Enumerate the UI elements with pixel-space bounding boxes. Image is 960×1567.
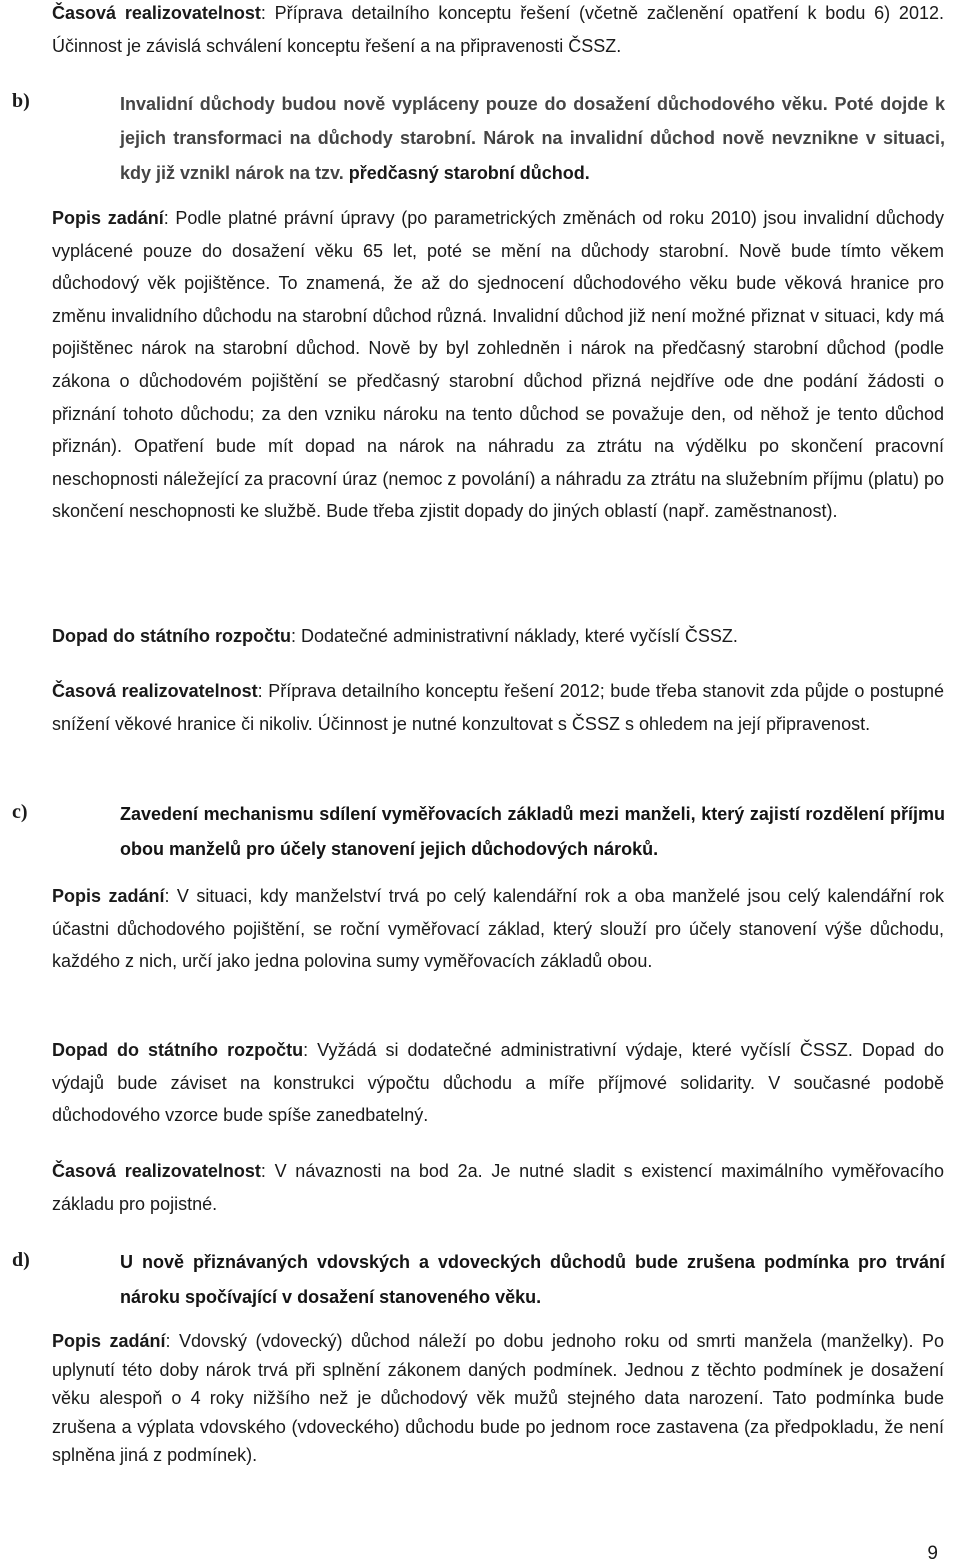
section-b-casova-text: : Příprava detailního konceptu řešení 2012; bude třeba stanovit zda půjde o postupné snížení věkové hranice či nikoliv. Účinnost je nutné konzultovat s ČSSZ s ohledem na její připravenost. <box>52 681 944 734</box>
section-b-casova <box>52 675 944 740</box>
top-casova-label: Časová realizovatelnost <box>52 3 261 23</box>
section-c-dopad-label: Dopad do státního rozpočtu <box>52 1040 304 1060</box>
section-b-dopad <box>52 620 944 653</box>
section-c-heading: Zavedení mechanismu sdílení vyměřovacích základů mezi manželi, který zajistí rozdělení příjmu obou manželů pro účely stanovení jejich důchodových nároků. <box>120 804 945 859</box>
section-d-popis-text: : Vdovský (vdovecký) důchod náleží po dobu jednoho roku od smrti manžela (manželky). Po uplynutí této doby nárok trvá při splnění zákonem daných podmínek. Jednou z těchto podmínek je dosažení věku alespoň o 4 roky nižšího než je důchodový věk mužů stejného data narození. Tato podmínka bude zrušena a výplata vdovského (vdoveckého) důchodu bude po jednom roce zastavena (za předpokladu, že není splněna jiná z podmínek). <box>52 1331 944 1466</box>
section-c-casova-label: Časová realizovatelnost <box>52 1161 261 1181</box>
section-b-heading-part1: Invalidní důchody budou nově vypláceny pouze do dosažení důchodového věku. Poté dojde k jejich transformaci na důchody starobní. Nárok na invalidní důchod nově nevznikne v situaci, kdy již vznikl nárok na tzv. <box>120 94 945 183</box>
section-d-popis <box>52 1327 944 1470</box>
section-c-popis-text: : V situaci, kdy manželství trvá po celý kalendářní rok a oba manželé jsou celý kalendářní rok účastni důchodového pojištění, se roční vyměřovací základ, který slouží pro účely stanovení výše důchodu, každého z nich, určí jako jedna polovina sumy vyměřovacích základů obou. <box>52 886 945 972</box>
section-b-heading <box>120 87 945 190</box>
section-d-popis-label: Popis zadání <box>52 1331 166 1351</box>
section-c-casova-text: : V návaznosti na bod 2a. Je nutné sladit s existencí maximálního vyměřovacího základu pro pojistné. <box>52 1161 944 1214</box>
section-b-heading-part2: předčasný starobní důchod. <box>348 162 590 183</box>
top-casova-text: : Příprava detailního konceptu řešení (včetně začlenění opatření k bodu 6) 2012. Účinnost je závislá schválení konceptu řešení a na připravenosti ČSSZ. <box>52 3 944 56</box>
section-d-heading: U nově přiznávaných vdovských a vdoveckých důchodů bude zrušena podmínka pro trvání nároku spočívající v dosažení stanoveného věku. <box>120 1252 945 1307</box>
section-c-dopad <box>52 1034 944 1132</box>
section-b-popis <box>52 202 944 528</box>
section-b-popis-text: : Podle platné právní úpravy (po parametrických změnách od roku 2010) jsou invalidní důchody vyplácené pouze do dosažení věku 65 let, poté se mění na důchody starobní. Nově bude tímto věkem důchodový věk pojištěnce. To znamená, že až do sjednocení důchodového věku bude věková hranice pro změnu invalidního důchodu na starobní důchod různá. Invalidní důchod již není možné přiznat v situaci, kdy má pojištěnec nárok na starobní důchod. Nově by byl zohledněn i nárok na předčasný starobní důchod (podle zákona o důchodovém pojištění se předčasný starobní důchod přizná nejdříve ode dne podání žádosti o přiznání tohoto důchodu; za den vzniku nároku na tento důchod se považuje den, od něhož je tento důchod přiznán). Opatření bude mít dopad na nárok na náhradu za ztrátu na výdělku po skončení pracovní neschopnosti náležející za pracovní úraz (nemoc z povolání) a náhradu za ztrátu na služebním příjmu (platu) po skončení neschopnosti ke službě. Bude třeba zjistit dopady do jiných oblastí (např. zaměstnanost). <box>52 208 944 522</box>
section-c-popis <box>52 880 944 978</box>
page-number: 9 <box>927 1543 938 1564</box>
section-b-dopad-label: Dopad do státního rozpočtu <box>52 626 291 646</box>
section-b-dopad-text: : Dodatečné administrativní náklady, které vyčíslí ČSSZ. <box>290 626 738 646</box>
section-b-letter: b) <box>12 90 30 112</box>
top-casova-paragraph <box>52 0 944 62</box>
section-c-letter: c) <box>12 801 28 823</box>
section-c-casova <box>52 1155 944 1220</box>
section-c-popis-label: Popis zadání <box>52 886 165 906</box>
section-d-letter: d) <box>12 1249 30 1271</box>
section-b-popis-label: Popis zadání <box>52 208 164 228</box>
section-c-dopad-text: : Vyžádá si dodatečné administrativní výdaje, které vyčíslí ČSSZ. Dopad do výdajů bude záviset na konstrukci výpočtu důchodu a míře příjmové solidarity. V současné podobě důchodového vzorce bude spíše zanedbatelný. <box>52 1040 944 1126</box>
section-b-casova-label: Časová realizovatelnost <box>52 681 258 701</box>
